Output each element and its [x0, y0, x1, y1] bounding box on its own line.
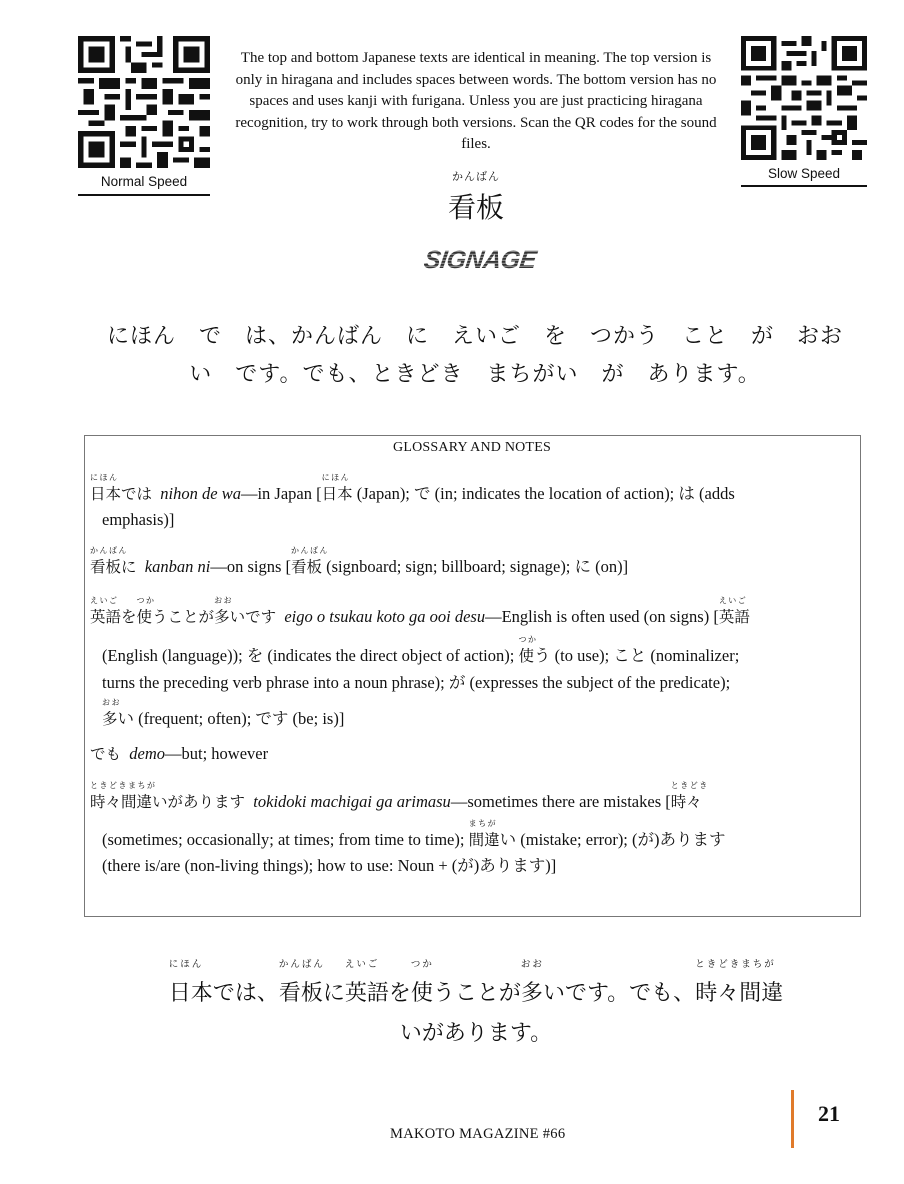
intro-line: only in hiragana and includes spaces between words. The bottom version has no: [235, 71, 717, 88]
definition: —on signs [: [210, 557, 291, 576]
furigana: おお: [214, 596, 234, 605]
furigana: おお: [102, 698, 121, 707]
definition-continued: (English (language)); を (indicates the direct object of action);: [102, 646, 519, 665]
furigana: えいご: [90, 596, 119, 605]
glossary-entry: [90, 596, 858, 735]
glossary-entry: [90, 473, 858, 535]
kanji: 使: [518, 647, 534, 665]
furigana: おお: [520, 959, 544, 970]
svg-text:SIGNAGE: SIGNAGE: [422, 246, 538, 272]
furigana: えいご: [718, 596, 748, 605]
definition: —English is often used (on signs) [: [485, 607, 719, 626]
definition-continued: い (mistake; error); (が)あります: [499, 830, 726, 849]
title-kanji: 看板: [447, 191, 504, 224]
hiragana-line: い です。でも、ときどき まちがい が あります。: [189, 362, 761, 387]
romaji: demo: [129, 744, 166, 763]
page-accent-bar: [791, 1090, 794, 1148]
definition-continued: (there is/are (non-living things); how to use: Noun + (が)あります)]: [102, 856, 557, 875]
furigana: にほん: [90, 473, 119, 482]
glossary-title: GLOSSARY AND NOTES: [393, 440, 551, 455]
furigana: かんばん: [278, 959, 325, 970]
qr-code-slow-speed[interactable]: [741, 36, 867, 160]
title-furigana: かんばん: [452, 170, 500, 183]
intro-line: spaces and uses kanji with furigana. Unless you are just practicing hiragana: [249, 93, 703, 109]
furigana: つか: [518, 635, 538, 644]
intro-paragraph: [214, 48, 738, 156]
glossary-entry: [90, 781, 858, 881]
intro-line: The top and bottom Japanese texts are identical in meaning. The top version is: [240, 50, 712, 66]
qr-label-slow-speed: Slow Speed: [767, 166, 841, 181]
furigana: えいご: [344, 959, 380, 970]
definition: —but; however: [165, 744, 269, 763]
furigana: ときどき: [670, 781, 709, 790]
furigana: つか: [136, 596, 156, 605]
furigana: かんばん: [291, 546, 329, 555]
kanji: 使: [410, 981, 433, 1006]
furigana: つか: [410, 959, 434, 970]
romaji: eigo o tsukau koto ga ooi desu: [284, 607, 486, 626]
definition-continued: turns the preceding verb phrase into a noun phrase); が (expresses the subject of the predicate);: [102, 673, 731, 692]
furigana: ときどきまちが: [90, 781, 157, 790]
page-number: 21: [818, 1101, 840, 1126]
headword-kana: うことが: [152, 608, 215, 626]
kanji: 英語: [344, 981, 389, 1006]
qr-label-normal-speed: Normal Speed: [100, 174, 188, 189]
kana: いです。でも、: [542, 981, 696, 1006]
headword-kana: に: [121, 558, 137, 576]
kanji: 英語: [90, 608, 122, 626]
definition: —in Japan [: [240, 484, 322, 503]
kanji-passage-line1: [0, 959, 904, 1007]
headword-kana: でも: [90, 745, 122, 763]
intro-line: recognition, try to work through both versions. Scan the QR codes for the sound: [235, 114, 717, 131]
kanji: 間違: [468, 831, 500, 849]
glossary-entry: [90, 546, 858, 583]
qr-code-icon: [78, 36, 210, 168]
kanji: 看板: [291, 558, 323, 576]
headword-kana: では: [121, 485, 153, 503]
definition: —sometimes there are mistakes [: [450, 792, 671, 811]
kanji-passage-line2: いがあります。: [399, 1021, 553, 1046]
hiragana-passage: [90, 318, 860, 394]
definition-continued: う (to use); こと (nominalizer;: [534, 646, 740, 665]
definition-continued: (sometimes; occasionally; at times; from time to time);: [102, 830, 469, 849]
headword-kana: を: [121, 608, 137, 626]
hiragana-line: にほん で は、かんばん に えいご を つかう こと が おお: [106, 324, 843, 349]
kana: うことが: [432, 981, 521, 1006]
romaji: tokidoki machigai ga arimasu: [253, 792, 451, 811]
kana: では、: [212, 981, 279, 1006]
kana: を: [388, 981, 411, 1006]
romaji: kanban ni: [144, 557, 211, 576]
definition: (signboard; sign; billboard; signage); に (on)]: [322, 557, 629, 576]
signage-logo: [414, 246, 544, 272]
furigana: まちが: [468, 819, 498, 828]
kanji: 看板: [90, 558, 122, 576]
kanji: 多: [102, 710, 118, 728]
qr-code-normal-speed[interactable]: [78, 36, 210, 168]
kanji: 時々間違: [695, 981, 784, 1006]
kanji: 日本: [321, 485, 353, 503]
headword-kana: いです: [229, 608, 277, 626]
kana: に: [322, 981, 345, 1006]
kanji: 多: [214, 608, 230, 626]
headword-kana: いがあります: [152, 793, 246, 811]
intro-line: files.: [461, 136, 491, 152]
definition: (Japan); で (in; indicates the location of action); は (adds: [352, 484, 735, 503]
romaji: nihon de wa: [160, 484, 241, 503]
kanji: 時々: [670, 793, 702, 811]
definition-continued: emphasis)]: [102, 510, 175, 529]
signage-logo-icon: [414, 246, 544, 272]
kanji: 時々間違: [90, 793, 153, 811]
kanji: 日本: [90, 485, 122, 503]
furigana: かんばん: [90, 546, 128, 555]
kanji: 多: [520, 981, 543, 1006]
kanji: 使: [136, 608, 153, 626]
furigana: にほん: [168, 959, 204, 970]
kanji: 英語: [718, 608, 750, 626]
magazine-name: MAKOTO MAGAZINE #66: [390, 1126, 566, 1142]
kanji: 日本: [168, 981, 213, 1006]
definition-continued: い (frequent; often); です (be; is)]: [117, 709, 345, 728]
furigana: にほん: [321, 473, 351, 482]
furigana: ときどきまちが: [695, 959, 776, 970]
qr-code-icon: [741, 36, 867, 160]
glossary-entry: [90, 738, 858, 770]
kanji: 看板: [278, 981, 323, 1006]
